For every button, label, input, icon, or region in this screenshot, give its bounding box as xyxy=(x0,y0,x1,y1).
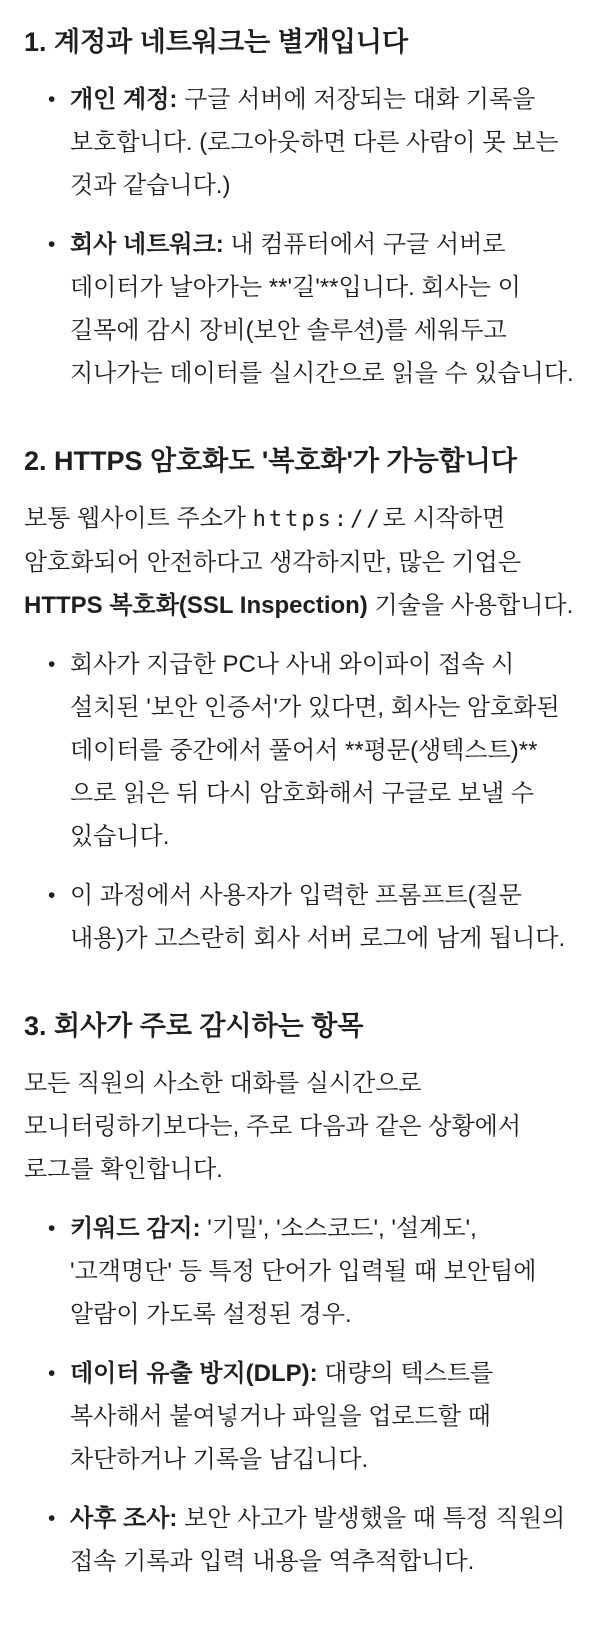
bullet-body-text: 보안 사고가 발생했을 때 특정 직원의 접속 기록과 입력 내용을 역추적합니다. xyxy=(70,1505,566,1575)
list-item xyxy=(24,1352,576,1481)
list-item xyxy=(24,1497,576,1583)
bullet-icon: • xyxy=(48,1362,56,1385)
list-item xyxy=(24,78,576,207)
section-accounts-vs-network xyxy=(24,24,576,395)
bullet-icon: • xyxy=(48,653,56,676)
section-https-decryption xyxy=(24,443,576,960)
section-monitored-items xyxy=(24,1008,576,1583)
section-intro-paragraph: 모든 직원의 사소한 대화를 실시간으로 모니터링하기보다는, 주로 다음과 같은 상황에서 로그를 확인합니다. xyxy=(24,1070,522,1183)
list-item xyxy=(24,1207,576,1336)
intro-text: 보통 웹사이트 주소가 xyxy=(24,505,253,532)
section-heading: 2. HTTPS 암호화도 '복호화'가 가능합니다 xyxy=(24,446,517,476)
section-heading: 3. 회사가 주로 감시하는 항목 xyxy=(24,1011,364,1041)
section-heading: 1. 계정과 네트워크는 별개입니다 xyxy=(24,27,409,57)
section-intro-paragraph xyxy=(24,497,576,627)
inline-code: https:// xyxy=(252,507,383,532)
bullet-body-text: '기밀', '소스코드', '설계도', '고객명단' 등 특정 단어가 입력될 때 보안팀에 알람이 가도록 설정된 경우. xyxy=(70,1215,537,1328)
bullet-lead-text: 키워드 감지: xyxy=(70,1215,201,1242)
bullet-icon: • xyxy=(48,88,56,111)
bullet-lead-text: 데이터 유출 방지(DLP): xyxy=(70,1360,318,1387)
bullet-icon: • xyxy=(48,884,56,907)
bullet-icon: • xyxy=(48,1217,56,1240)
bullet-list xyxy=(24,1207,576,1583)
list-item xyxy=(24,643,576,858)
intro-text: 기술을 사용합니다. xyxy=(367,592,574,619)
bullet-list xyxy=(24,643,576,960)
bullet-lead-text: 개인 계정: xyxy=(70,86,178,113)
bullet-lead-text: 회사 네트워크: xyxy=(70,231,224,258)
bullet-body-text: 내 컴퓨터에서 구글 서버로 데이터가 날아가는 **'길'**입니다. 회사는 이 길목에 감시 장비(보안 솔루션)를 세워두고 지나가는 데이터를 실시간으로 읽을 수 있습니다. xyxy=(70,231,574,387)
bullet-body-text: 회사가 지급한 PC나 사내 와이파이 접속 시 설치된 '보안 인증서'가 있다면, 회사는 암호화된 데이터를 중간에서 풀어서 **평문(생텍스트)**으로 읽은 뒤 다시 암호화해서 구글로 보낼 수 있습니다. xyxy=(70,651,560,850)
bullet-lead-text: 사후 조사: xyxy=(70,1505,178,1532)
list-item xyxy=(24,874,576,960)
bullet-body-text: 대량의 텍스트를 복사해서 붙여넣거나 파일을 업로드할 때 차단하거나 기록을 남깁니다. xyxy=(70,1360,494,1473)
bullet-list xyxy=(24,78,576,395)
intro-text: 로 시작하면 암호화되어 안전하다고 생각하지만, 많은 기업은 xyxy=(24,505,522,576)
bullet-icon: • xyxy=(48,1507,56,1530)
bullet-icon: • xyxy=(48,233,56,256)
intro-bold-text: HTTPS 복호화(SSL Inspection) xyxy=(24,592,368,619)
list-item xyxy=(24,223,576,395)
bullet-body-text: 이 과정에서 사용자가 입력한 프롬프트(질문 내용)가 고스란히 회사 서버 로그에 남게 됩니다. xyxy=(70,882,566,952)
bullet-body-text: 구글 서버에 저장되는 대화 기록을 보호합니다. (로그아웃하면 다른 사람이 못 보는 것과 같습니다.) xyxy=(70,86,559,199)
